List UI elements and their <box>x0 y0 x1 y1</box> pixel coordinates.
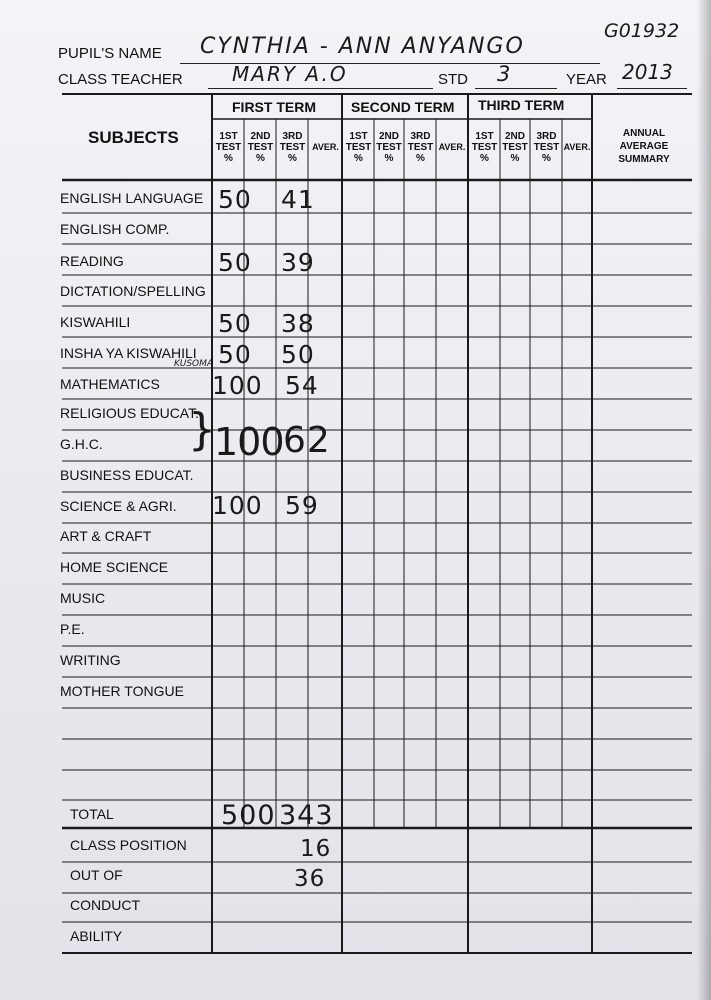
first-term-header: FIRST TERM <box>232 99 316 115</box>
subheader-3rd-test: 3RD TEST % <box>279 131 306 164</box>
subject-row-label: RELIGIOUS EDUCAT. <box>60 405 199 421</box>
subject-row-label: MUSIC <box>60 590 106 606</box>
subject-row-label: HOME SCIENCE <box>60 559 169 575</box>
pupil-name-label: PUPIL'S NAME <box>58 45 162 62</box>
score-first-term-test1: 50 <box>218 340 252 369</box>
score-first-term-test1: 50 <box>218 185 252 214</box>
subheader-average: AVER. <box>563 142 591 152</box>
score-first-term-test3: 38 <box>281 309 315 338</box>
subheader-2nd-test: 2ND TEST % <box>376 131 402 164</box>
subheader-average: AVER. <box>438 142 466 152</box>
subject-row-label: ENGLISH LANGUAGE <box>60 190 204 206</box>
out-of-label: OUT OF <box>70 867 123 883</box>
subheader-average: AVER. <box>312 142 339 152</box>
class-teacher-label: CLASS TEACHER <box>58 71 183 88</box>
subheader-2nd-test: 2ND TEST % <box>247 131 274 164</box>
score-first-term-test1: 100 <box>214 420 284 464</box>
score-first-term-test3: 41 <box>281 185 315 214</box>
annual-average-summary-header: ANNUAL AVERAGE SUMMARY <box>618 128 670 165</box>
score-first-term-test3: 50 <box>281 340 315 369</box>
ability-label: ABILITY <box>70 928 123 944</box>
third-term-header: THIRD TERM <box>478 97 565 113</box>
class-position-label: CLASS POSITION <box>70 837 187 853</box>
subheader-3rd-test: 3RD TEST % <box>533 131 560 164</box>
subject-row-label: G.H.C. <box>60 436 103 452</box>
std-label: STD <box>438 71 468 88</box>
second-term-header: SECOND TERM <box>351 99 455 115</box>
subject-row-label: ART & CRAFT <box>60 528 152 544</box>
total-first-term-test1: 500 <box>221 800 276 831</box>
subheader-3rd-test: 3RD TEST % <box>407 131 434 164</box>
total-first-term-test3: 343 <box>279 800 334 831</box>
subheader-1st-test: 1ST TEST % <box>215 131 242 164</box>
year-label: YEAR <box>566 71 607 88</box>
score-first-term-test3: 62 <box>283 420 331 461</box>
total-label: TOTAL <box>70 806 114 822</box>
subject-row-label: P.E. <box>60 621 85 637</box>
subject-row-label: READING <box>60 253 124 269</box>
score-first-term-test3: 54 <box>285 371 319 400</box>
class-position-value: 16 <box>300 836 332 862</box>
subject-row-label: ENGLISH COMP. <box>60 221 170 237</box>
subject-row-label: MATHEMATICS <box>60 376 160 392</box>
subject-row-label: DICTATION/SPELLING <box>60 283 206 299</box>
class-teacher-value: MARY A.O <box>232 62 348 86</box>
score-first-term-test1: 50 <box>218 248 252 277</box>
subheader-1st-test: 1ST TEST % <box>345 131 372 164</box>
subheader-2nd-test: 2ND TEST % <box>502 131 528 164</box>
score-first-term-test1: 100 <box>212 491 263 520</box>
bracket-mark: } <box>188 404 216 455</box>
subject-row-label: KISWAHILI <box>60 314 131 330</box>
pupil-name-value: CYNTHIA - ANN ANYANGO <box>200 34 525 59</box>
subject-row-label: SCIENCE & AGRI. <box>60 498 177 514</box>
score-first-term-test3: 59 <box>285 491 319 520</box>
subject-row-label: INSHA YA KISWAHILI <box>60 345 197 361</box>
subject-row-label: BUSINESS EDUCAT. <box>60 467 194 483</box>
subheader-1st-test: 1ST TEST % <box>471 131 498 164</box>
conduct-label: CONDUCT <box>70 897 140 913</box>
subjects-header: SUBJECTS <box>88 128 179 147</box>
std-value: 3 <box>497 62 511 86</box>
subject-row-label: WRITING <box>60 652 121 668</box>
out-of-value: 36 <box>294 866 326 892</box>
kusoma-note: KUSOMA <box>174 359 214 369</box>
document-number: G01932 <box>604 20 680 42</box>
subject-row-label: MOTHER TONGUE <box>60 683 184 699</box>
score-first-term-test3: 39 <box>281 248 315 277</box>
score-first-term-test1: 50 <box>218 309 252 338</box>
score-first-term-test1: 100 <box>212 371 263 400</box>
year-value: 2013 <box>622 60 673 84</box>
